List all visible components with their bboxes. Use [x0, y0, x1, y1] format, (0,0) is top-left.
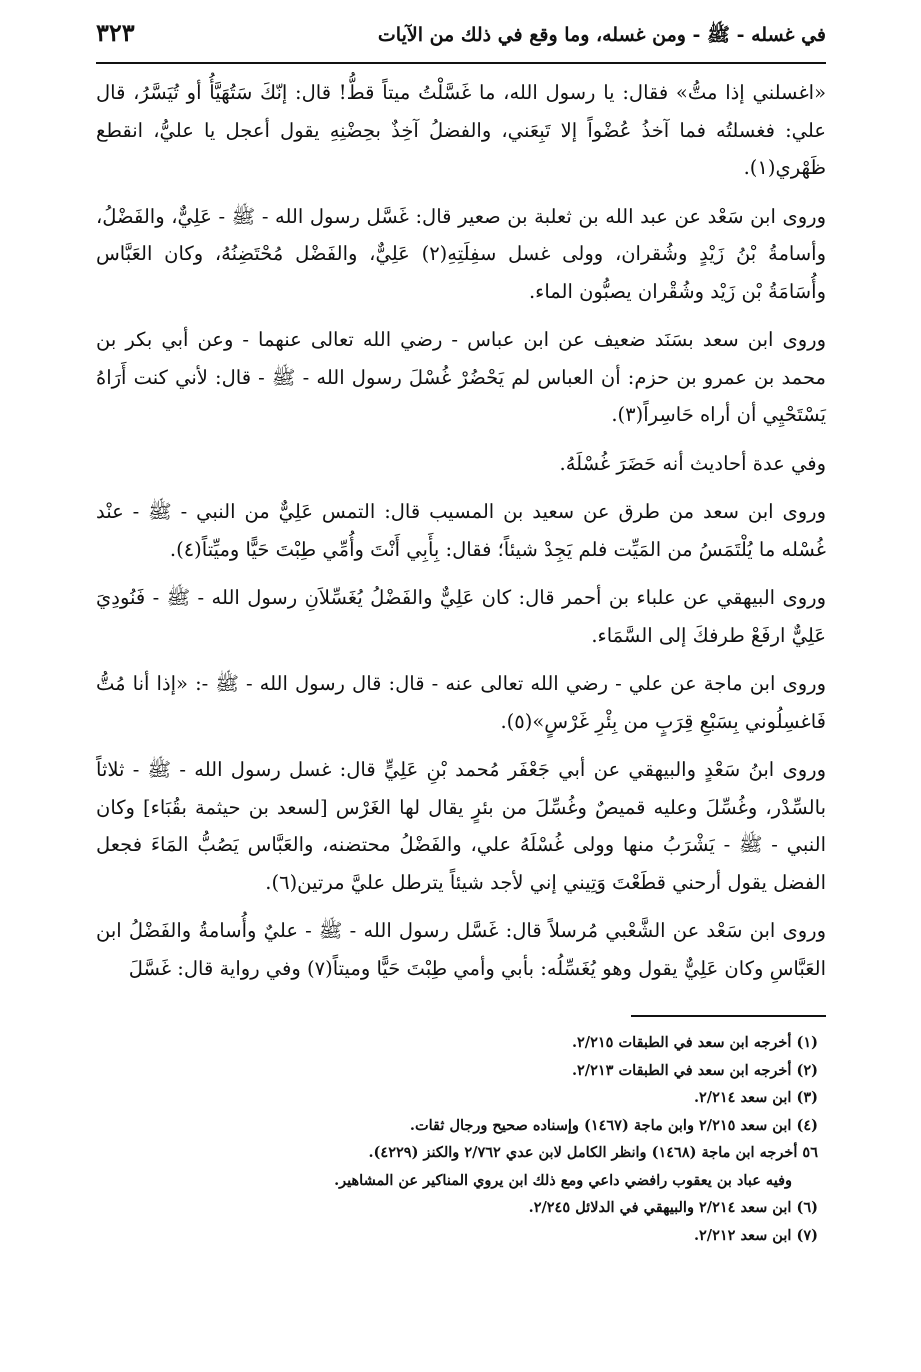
footnote: ٥٦ أخرجه ابن ماجة (١٤٦٨) وانظر الكامل لابن عدي ٢/٧٦٢ والكنز (٤٢٢٩).	[368, 1144, 818, 1161]
book-page	[96, 18, 826, 1249]
paragraph: وروى ابن سعد بسَنَد ضعيف عن ابن عباس - رضي الله تعالى عنهما - وعن أبي بكر بن محمد بن عمرو بن حزم: أن العباس لم يَحْضُرْ غُسْلَ رسول الله - ﷺ - قال: لأني كنت أَرَاهُ يَسْتَحْيِي أن أراه حَاسِراً(٣).	[96, 328, 826, 426]
paragraph: وروى ابن ماجة عن علي - رضي الله تعالى عنه - قال: قال رسول الله - ﷺ -: «إذا أنا مُتُّ فَاغسِلُوني بِسَبْعِ قِرَبٍ من بِئْرِ غَرْسٍ»(٥).	[96, 672, 826, 733]
main-text	[96, 74, 826, 987]
footnotes	[96, 1029, 826, 1249]
footnote: (٧) ابن سعد ٢/٢١٢.	[693, 1226, 818, 1244]
paragraph: وروى ابن سَعْد عن الشَّعْبي مُرسلاً قال: غَسَّل رسول الله - ﷺ - عليٌ وأُسامةُ والفَضْلُ ابن العَبَّاسِ وكان عَلِيٌّ يقول وهو يُغَسِّلُه: بأبي وأمي طِبْتَ حَيًّا وميتاً(٧) وفي رواية قال: غَسَّلَ	[96, 919, 826, 980]
footnote: (٦) ابن سعد ٢/٢١٤ والبيهقي في الدلائل ٢/٢٤٥.	[528, 1199, 818, 1216]
paragraph: وروى ابن سعد من طرق عن سعيد بن المسيب قال: التمس عَلِيٌّ من النبي - ﷺ - عنْد غُسْله ما يُلْتَمَسُ من المَيِّت فلم يَجِدْ شيئاً؛ فقال: بِأَبِي أَنْتَ وأُمِّي طِبْتَ حَيًّا وميِّتاً(٤).	[96, 500, 826, 561]
paragraph: وروى ابن سَعْد عن عبد الله بن ثعلبة بن صعير قال: غَسَّل رسول الله - ﷺ - عَلِيٌّ، والفَضْلُ، وأسامةُ بْنُ زَيْدٍ وشُقران، وولى غسل سفِلَتِهِ(٢) عَلِيٌّ، والفَضْل مُحْتَضِنُهُ، وكان العَبَّاس وأُسَامَةُ بْن زَيْد وشُقْران يصبُّون الماء.	[96, 204, 826, 303]
page-header	[96, 18, 826, 64]
footnote: (١) أخرجه ابن سعد في الطبقات ٢/٢١٥.	[571, 1034, 818, 1051]
footnote: (٤) ابن سعد ٢/٢١٥ وابن ماجة (١٤٦٧) وإسناده صحيح ورجال ثقات.	[409, 1116, 818, 1134]
paragraph: وفي عدة أحاديث أنه حَضَرَ غُسْلَهُ.	[559, 451, 826, 475]
footnote: (٣) ابن سعد ٢/٢١٤.	[693, 1089, 818, 1106]
paragraph: «اغسلني إذا متُّ» فقال: يا رسول الله، ما غَسَّلْتُ ميتاً قطُّ! قال: إنّكَ سَتُهَيَّأُ أو تُيَسَّرُ، قال علي: فغسلتُه فما آخذُ عُضْواً إلا تَبِعَني، والفضلُ آخِذٌ بحِضْنِهِ يقول أعجل يا عليُّ، انقطع ظَهْري(١).	[96, 81, 826, 179]
paragraph: وروى البيهقي عن علباء بن أحمر قال: كان عَلِيٌّ والفَضْلُ يُغَسِّلاَنِ رسول الله - ﷺ - فَنُودِيَ عَلِيٌّ ارفَعْ طرفكَ إلى السَّمَاء.	[96, 586, 826, 647]
footnote: (٢) أخرجه ابن سعد في الطبقات ٢/٢١٣.	[571, 1061, 818, 1079]
running-title: في غسله - ﷺ - ومن غسله، وما وقع في ذلك من الآيات	[377, 24, 826, 46]
paragraph: وروى ابنُ سَعْدٍ والبيهقي عن أبي جَعْفَر مُحمد بْنِ عَلِيٍّ قال: غسل رسول الله - ﷺ - ثلاثاً بالسِّدْر، وغُسِّلَ وعليه قميصٌ وغُسِّلَ من بئرٍ يقال لها الغَرْس [لسعد بن حيثمة بقُبَاء] وكان النبي - ﷺ - يَشْرَبُ منها وولى غُسْلَهُ علي، والفَضْلُ محتضنه، والعَبَّاس يَصُبُّ المَاءَ فجعل الفضل يقول أرحني قطَعْتَ وَتِيني إني لأجد شيئاً يترطل عليَّ مرتين(٦).	[96, 758, 826, 894]
page-number: ٣٢٣	[96, 18, 135, 47]
footnote-continuation: وفيه عباد بن يعقوب رافضي داعي ومع ذلك ابن يروي المناكير عن المشاهير.	[334, 1171, 792, 1189]
footnote-separator	[631, 1015, 826, 1017]
